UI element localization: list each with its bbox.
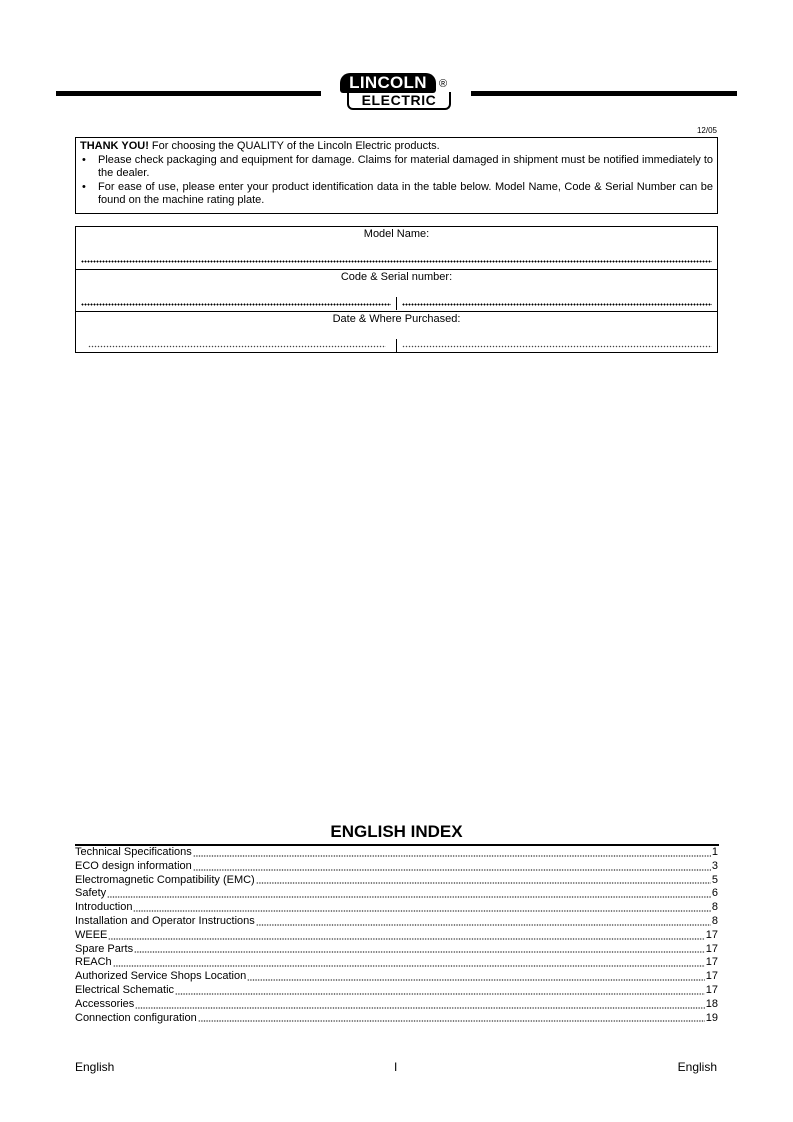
index-entry-label: Introduction — [75, 901, 133, 914]
index-entry-label: Electrical Schematic — [75, 983, 175, 996]
index-entry-label: Electromagnetic Compatibility (EMC) — [75, 873, 255, 886]
footer-right: English — [677, 1060, 717, 1074]
code-field[interactable] — [81, 303, 391, 309]
code-serial-label: Code & Serial number: — [340, 271, 453, 283]
notice-bullets — [80, 154, 713, 208]
lincoln-electric-logo — [337, 73, 453, 113]
registered-mark: ® — [439, 78, 448, 90]
index-entry-label: Connection configuration — [75, 1011, 197, 1024]
dot-leader — [256, 882, 711, 884]
index-entry[interactable] — [75, 956, 718, 970]
logo-top-text: LINCOLN — [340, 73, 436, 93]
index-entry-page: 18 — [705, 997, 718, 1010]
dot-leader — [198, 1020, 705, 1022]
index-entry-page: 17 — [705, 956, 718, 969]
index-entry-label: REACh — [75, 956, 112, 969]
index-entry-label: Safety — [75, 887, 107, 900]
dot-leader — [113, 965, 705, 967]
dot-leader — [256, 924, 711, 926]
serial-number-field[interactable] — [402, 303, 712, 309]
index-entry[interactable] — [75, 901, 718, 915]
index-entry-label: Spare Parts — [75, 942, 134, 955]
model-name-label: Model Name: — [363, 228, 430, 240]
dot-leader — [134, 951, 705, 953]
index-entry[interactable] — [75, 846, 718, 860]
where-purchased-field[interactable] — [402, 345, 712, 351]
index-entry-page: 5 — [711, 873, 718, 886]
code-serial-divider — [396, 297, 397, 310]
dot-leader — [107, 896, 711, 898]
index-entry[interactable] — [75, 1012, 718, 1026]
index-entry[interactable] — [75, 984, 718, 998]
notice-bullet-identification: • For ease of use, please enter your product identification data in the table below. Model Name, Code & Serial Number can be found on the machine rating plate. — [80, 181, 713, 208]
dot-leader — [135, 1007, 704, 1009]
index-entry-label: Installation and Operator Instructions — [75, 914, 255, 927]
index-entry-page: 3 — [711, 859, 718, 872]
dot-leader — [247, 979, 705, 981]
index-entry-page: 17 — [705, 970, 718, 983]
code-serial-row — [76, 269, 717, 312]
dot-leader — [193, 869, 711, 871]
index-entry-page: 17 — [705, 928, 718, 941]
date-purchased-row — [76, 311, 717, 354]
date-purchased-field[interactable] — [88, 345, 386, 351]
index-list — [75, 846, 718, 1025]
index-entry[interactable] — [75, 874, 718, 888]
model-name-row — [76, 227, 717, 269]
dot-leader — [175, 993, 705, 995]
index-entry-page: 8 — [711, 914, 718, 927]
model-name-field[interactable] — [81, 260, 712, 266]
footer-page-number: I — [394, 1060, 398, 1074]
index-entry-page: 8 — [711, 901, 718, 914]
dot-leader — [108, 938, 704, 940]
index-entry-page: 17 — [705, 983, 718, 996]
notice-bullet-packaging: • Please check packaging and equipment for damage. Claims for material damaged in shipment must be notified immediately to the dealer. — [80, 154, 713, 181]
index-entry[interactable] — [75, 929, 718, 943]
product-identification-table — [75, 226, 718, 353]
index-entry-label: Authorized Service Shops Location — [75, 970, 247, 983]
thank-you-text: For choosing the QUALITY of the Lincoln Electric products. — [148, 140, 440, 152]
index-entry[interactable] — [75, 860, 718, 874]
index-entry-page: 17 — [705, 942, 718, 955]
index-entry[interactable] — [75, 970, 718, 984]
header-rule-left — [56, 91, 321, 96]
index-entry[interactable] — [75, 998, 718, 1012]
thank-you-lead — [80, 140, 713, 154]
dot-leader — [193, 855, 711, 857]
index-entry[interactable] — [75, 887, 718, 901]
index-entry-page: 19 — [705, 1011, 718, 1024]
thank-you-notice — [75, 137, 718, 214]
index-entry[interactable] — [75, 915, 718, 929]
index-entry-label: Technical Specifications — [75, 846, 192, 858]
header-rule-right — [471, 91, 737, 96]
date-purchased-label: Date & Where Purchased: — [332, 313, 461, 325]
date-where-divider — [396, 339, 397, 352]
dot-leader — [133, 910, 710, 912]
index-entry[interactable] — [75, 943, 718, 957]
index-entry-page: 6 — [711, 887, 718, 900]
index-entry-label: Accessories — [75, 997, 135, 1010]
index-entry-page: 1 — [711, 846, 718, 858]
revision-date: 12/05 — [696, 126, 717, 135]
logo-bottom-text: ELECTRIC — [347, 92, 451, 110]
index-entry-label: WEEE — [75, 928, 108, 941]
index-title: ENGLISH INDEX — [330, 822, 463, 841]
thank-you-bold: THANK YOU! — [80, 140, 149, 152]
footer-left: English — [75, 1060, 115, 1074]
index-entry-label: ECO design information — [75, 859, 192, 872]
